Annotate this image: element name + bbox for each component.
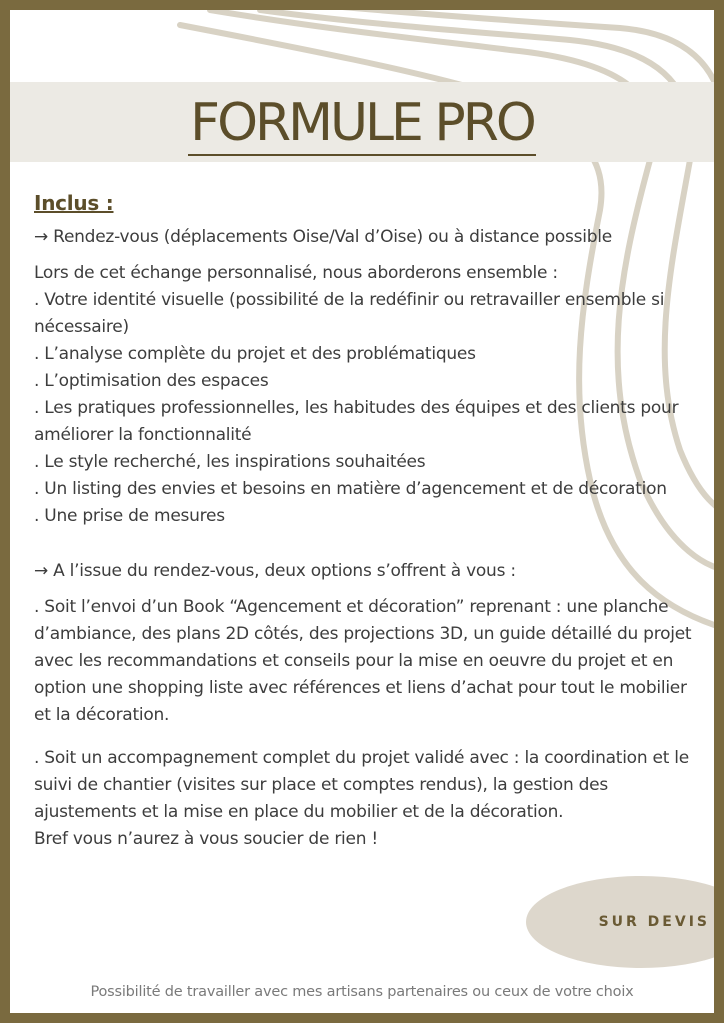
exchange-item-style: . Le style recherché, les inspirations souhaitées [34, 452, 426, 472]
intro-line: → Rendez-vous (déplacements Oise/Val d’Oise) ou à distance possible [34, 227, 612, 247]
exchange-item-identite: . Votre identité visuelle (possibilité de la redéfinir ou retravailler ensemble si nécessaire) [34, 290, 665, 337]
options-line: → A l’issue du rendez-vous, deux options s’offrent à vous : [34, 561, 516, 581]
page-title-text: FORMULE PRO [188, 92, 536, 156]
inclus-label: Inclus : [34, 191, 114, 215]
exchange-lead: Lors de cet échange personnalisé, nous aborderons ensemble : [34, 263, 558, 283]
content [34, 188, 702, 853]
option-accompagnement: . Soit un accompagnement complet du projet validé avec : la coordination et le suivi de chantier (visites sur place et comptes rendus), la gestion des ajustements et la mise en place du mobilier et de la décoration. [34, 748, 689, 822]
footer-note: Possibilité de travailler avec mes artisans partenaires ou ceux de votre choix [90, 984, 634, 1000]
bref-line: Bref vous n’aurez à vous soucier de rien ! [34, 829, 378, 849]
exchange-item-mesures: . Une prise de mesures [34, 506, 225, 526]
page-title [10, 90, 714, 156]
price-label: SUR DEVIS [598, 914, 710, 930]
exchange-item-optimisation: . L’optimisation des espaces [34, 371, 269, 391]
option-book: . Soit l’envoi d’un Book “Agencement et décoration” reprenant : une planche d’ambiance, des plans 2D côtés, des projections 3D, un guide détaillé du projet avec les recommandations et conseils pour la mise en oeuvre du projet et en option une shopping liste avec références et liens d’achat pour tout le mobilier et la décoration. [34, 597, 692, 725]
exchange-item-pratiques: . Les pratiques professionnelles, les habitudes des équipes et des clients pour améliorer la fonctionnalité [34, 398, 679, 445]
exchange-item-analyse: . L’analyse complète du projet et des problématiques [34, 344, 476, 364]
exchange-item-listing: . Un listing des envies et besoins en matière d’agencement et de décoration [34, 479, 667, 499]
